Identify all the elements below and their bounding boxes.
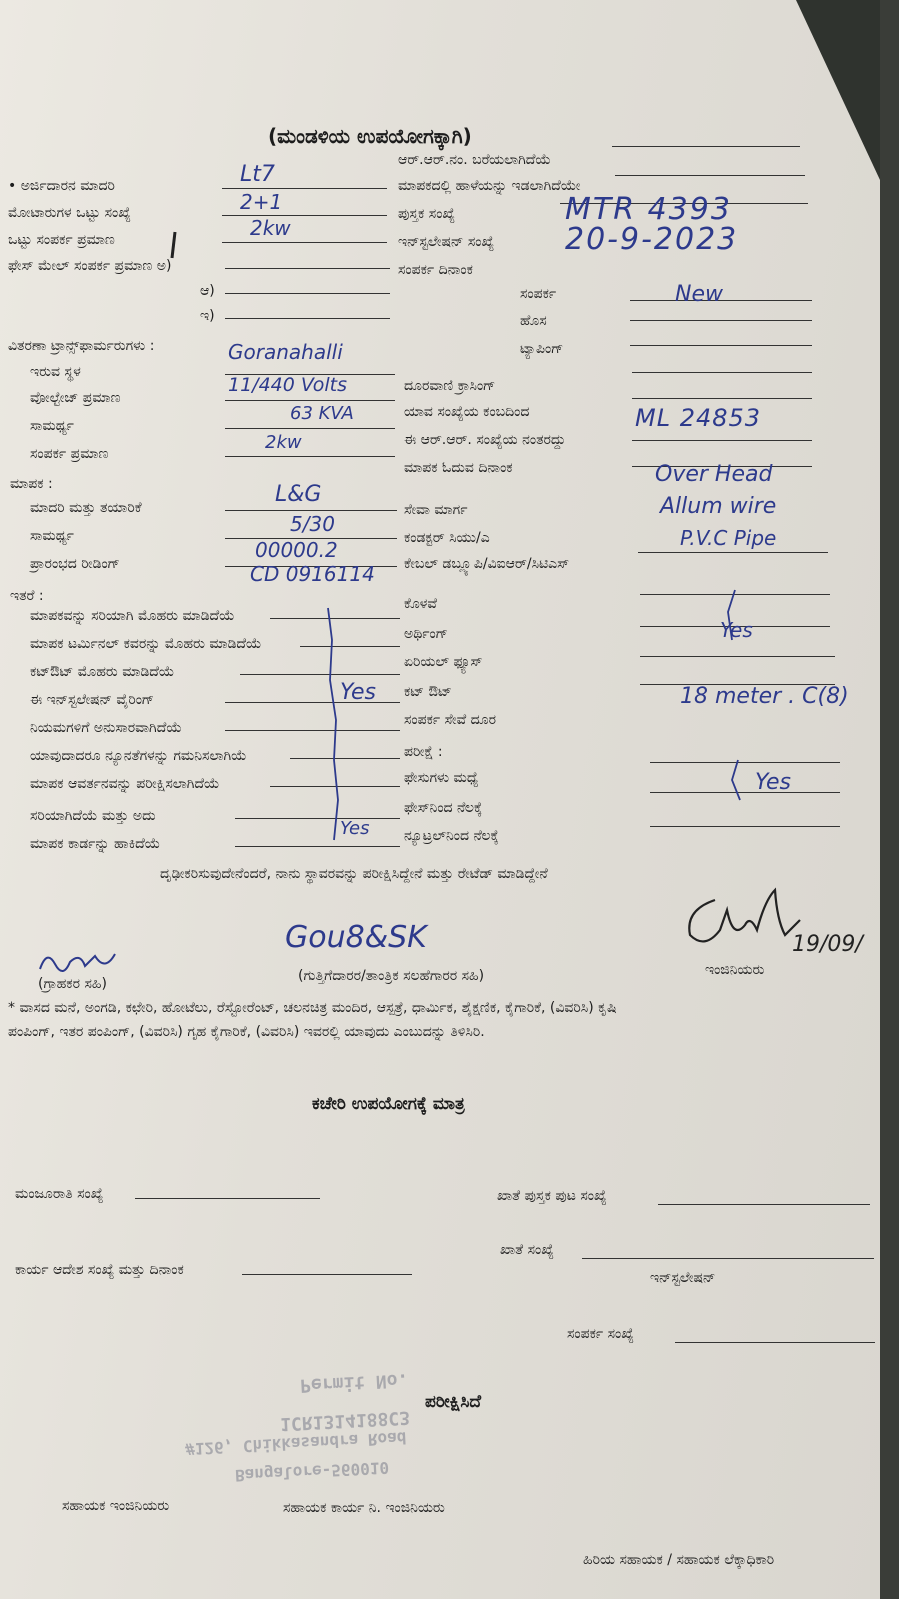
new-label: ಹೊಸ [520,313,547,329]
wiring-label: ಈ ಇನ್‌ಸ್ಟಲೇಷನ್ ವೈರಿಂಗ್ [30,692,155,708]
meter-card-label: ಮಾಪಕ ಕಾರ್ಡನ್ನು ಹಾಕಿದೆಯೆ [30,836,161,852]
applicant-type-label: • ಅರ್ಜಿದಾರನ ಮಾದರಿ [8,178,115,194]
road-crossing-label: ದೂರವಾಣಿ ಕ್ರಾಸಿಂಗ್ [404,378,496,394]
hw-load: 2kw [250,216,291,240]
conduit-label: ಕೊಳವೆ [404,596,437,612]
hw-meter-cap: 5/30 [290,512,335,536]
between-phases-label: ಫೇಸುಗಳು ಮಧ್ಯೆ [404,770,479,786]
cutout-label: ಕಟ್ ಔಟ್ [404,684,452,700]
sanction-no-line [135,1198,320,1199]
location-label: ಇರುವ ಸ್ಥಳ [30,364,81,380]
hw-location: Goranahalli [228,340,343,364]
cutout-seal-label: ಕಟ್‌ಔಟ್ ಮೊಹರು ಮಾಡಿದೆಯೆ [30,664,175,680]
hw-make: L&G [275,482,322,507]
hw-kva: 63 KVA [290,403,354,424]
footnote-line-2: ಪಂಪಿಂಗ್, ಇತರ ಪಂಪಿಂಗ್, (ವಿವರಿಸಿ) ಗೃಹ ಕೈಗಾರಿಕೆ, (ವಿವರಿಸಿ) ಇವರಲ್ಲಿ ಯಾವುದು ಎಂಬುದನ್ನು ತಿಳಿಸಿರಿ. [8,1024,485,1040]
conn-date-label: ಸಂಪರ್ಕ ದಿನಾಂಕ [398,262,473,278]
hw-voltage: 11/440 Volts [228,374,348,396]
work-order-line [242,1274,412,1275]
conn-no-label: ಸಂಪರ್ಕ ಸಂಖ್ಯೆ [567,1326,634,1342]
hw-yes-test: Yes [755,770,792,795]
hw-reading: 00000.2 [255,538,338,562]
after-rr-label: ಈ ಆರ್.ಆರ್. ಸಂಖ್ಯೆಯ ನಂತರದ್ದು [404,432,566,448]
office-use-heading: ಕಚೇರಿ ಉಪಯೋಗಕ್ಕೆ ಮಾತ್ರ [312,1094,465,1114]
account-no-label: ಖಾತೆ ಸಂಖ್ಯೆ [500,1242,554,1258]
hw-yes-earthing: Yes [720,618,753,642]
conductor-label: ಕಂಡಕ್ಟರ್ ಸಿಯು/ಎ [404,530,490,546]
declaration-text: ದೃಢೀಕರಿಸುವುದೇನೆಂದರೆ, ನಾನು ಸ್ಥಾವರವನ್ನು ಪರೀಕ್ಷಿಸಿದ್ದೇನೆ ಮತ್ತು ರೇಟೆಡ್ ಮಾಡಿದ್ದೇನೆ [160,866,548,882]
transformer-section-label: ವಿತರಣಾ ಟ್ರಾನ್ಸ್‌ಫಾರ್ಮರುಗಳು : [8,338,155,354]
voltage-label: ವೋಲ್ಟೇಜ್ ಪ್ರಮಾಣ [30,390,121,406]
others-section-label: ಇತರೆ : [10,588,44,604]
assistant-engineer-label: ಸಹಾಯಕ ಇಂಜಿನಿಯರು [62,1498,170,1514]
account-no-line [582,1258,874,1259]
hw-yes-card: Yes [340,818,370,839]
book-no-label: ಪುಸ್ತಕ ಸಂಖ್ಯೆ [398,206,456,222]
stamp-address: #126, Chikkasandra Road [184,1428,407,1459]
phase-b-label: ಆ) [200,283,215,299]
make-label: ಮಾದರಿ ಮತ್ತು ತಯಾರಿಕೆ [30,500,142,516]
neutral-earth-label: ನ್ಯೂಟ್ರಲ್‌ನಿಂದ ನೆಲಕ್ಕೆ [404,828,499,844]
contractor-signature-label: (ಗುತ್ತಿಗೆದಾರರ/ತಾಂತ್ರಿಕ ಸಲಹೆಗಾರರ ಸಹಿ) [298,968,485,984]
form-heading: (ಮಂಡಳಿಯ ಉಪಯೋಗಕ್ಕಾಗಿ) [268,124,472,148]
aerial-fuse-label: ಏರಿಯಲ್ ಫ್ಯೂಸ್ [404,654,483,670]
meter-capacity-label: ಸಾಮರ್ಥ್ಯ [30,528,74,544]
motors-total-label: ಮೋಟಾರುಗಳ ಒಟ್ಟು ಸಂಖ್ಯೆ [8,205,131,221]
rules-label: ನಿಯಮಗಳಿಗೆ ಅನುಸಾರವಾಗಿದೆಯೆ [30,720,182,736]
tapping-label: ಟ್ಯಾಪಿಂಗ್ [520,341,564,357]
footnote-line-1: * ವಾಸದ ಮನೆ, ಅಂಗಡಿ, ಕಛೇರಿ, ಹೋಟೆಲು, ರೆಸ್ಟೋರೆಂಟ್, ಚಲನಚಿತ್ರ ಮಂದಿರ, ಆಸ್ಪತ್ರೆ, ಧಾರ್ಮಿಕ, ಶೈಕ್ಷಣಿಕ, ಕೈಗಾರಿಕೆ, (ವಿವರಿಸಿ) ಕೃಷಿ [8,1000,617,1016]
connection-label: ಸಂಪರ್ಕ [520,286,557,302]
hw-engineer-date: 19/09/ [792,932,863,957]
hw-category: Lt7 [240,162,275,187]
pole-from-label: ಯಾವ ಸಂಖ್ಯೆಯ ಕಂಬದಿಂದ [404,404,530,420]
terminal-cover-label: ಮಾಪಕ ಟರ್ಮಿನಲ್ ಕವರನ್ನು ಮೊಹರು ಮಾಡಿದೆಯೆ [30,636,262,652]
hw-new: New [675,282,723,307]
correct-label: ಸರಿಯಾಗಿದೆಯೆ ಮತ್ತು ಅದು [30,808,156,824]
earthing-label: ಅರ್ಥಿಂಗ್ [404,626,448,642]
rr-no-label: ಆರ್.ಆರ್.ನಂ. ಬರೆಯಲಾಗಿದೆಯೆ [398,152,551,168]
phase-c-label: ಇ) [200,308,215,324]
hw-yes-wiring: Yes [340,680,377,705]
install-no-label: ಇನ್‌ಸ್ಟಲೇಷನ್ ಸಂಖ್ಯೆ [398,234,495,250]
reading-date-label: ಮಾಪಕ ಓದುವ ದಿನಾಂಕ [404,460,513,476]
ledger-page-label: ಖಾತೆ ಪುಸ್ತಕ ಪುಟ ಸಂಖ್ಯೆ [497,1188,607,1204]
assistant-exec-engineer-label: ಸಹಾಯಕ ಕಾರ್ಯ ನಿ. ಇಂಜಿನಿಯರು [283,1500,445,1516]
check-seal-label: ಮಾಪಕವನ್ನು ಸರಿಯಾಗಿ ಮೊಹರು ಮಾಡಿದೆಯೆ [30,608,235,624]
engineer-signature [675,880,805,960]
checked-stamp: ಪರೀಕ್ಷಿಸಿದೆ [425,1392,482,1412]
defects-label: ಯಾವುದಾದರೂ ನ್ಯೂನತೆಗಳನ್ನು ಗಮನಿಸಲಾಗಿಯೆ [30,748,247,764]
contractor-signature: Gou8&SK [285,920,427,955]
meter-section-label: ಮಾಪಕ : [10,476,53,492]
stamp-city: Bangalore-560010 [234,1457,390,1486]
frequency-label: ಮಾಪಕ ಆವರ್ತನವನ್ನು ಪರೀಕ್ಷಿಸಲಾಗಿದೆಯೆ [30,776,220,792]
service-length-label: ಸಂಪರ್ಕ ಸೇವೆ ದೂರ [404,712,497,728]
capacity-label: ಸಾಮರ್ಥ್ಯ [30,418,74,434]
hw-cable: P.V.C Pipe [680,526,777,550]
installation-label: ಇನ್‌ಸ್ಟಲೇಷನ್ [650,1270,716,1286]
test-label: ಪರೀಕ್ಷೆ : [404,744,443,760]
phase-load-label: ಫೇಸ್ ಮೇಲ್ ಸಂಪರ್ಕ ಪ್ರಮಾಣ ಅ) [8,258,172,274]
conn-load-label: ಸಂಪರ್ಕ ಪ್ರಮಾಣ [30,446,109,462]
hw-service-route: Over Head [655,462,773,487]
hw-conductor: Allum wire [660,494,777,519]
stamp-permit: Permit No. [299,1369,409,1396]
ledger-page-line [658,1204,870,1205]
initial-reading-label: ಪ್ರಾರಂಭದ ರೀಡಿಂಗ್ [30,556,120,572]
hw-after-rr: ML 24853 [635,404,762,432]
cable-label: ಕೇಬಲ್ ಡಬ್ಲ್ಯೂಪಿ/ವಿಐಆರ್/ಸಿಟಿಎಸ್ [404,556,570,572]
service-route-label: ಸೇವಾ ಮಾರ್ಗ [404,502,468,518]
consumer-signature-label: (ಗ್ರಾಹಕರ ಸಹಿ) [38,976,107,992]
hw-conn-kw: 2kw [265,432,302,453]
total-load-label: ಒಟ್ಟು ಸಂಪರ್ಕ ಪ್ರಮಾಣ [8,232,115,248]
work-order-label: ಕಾರ್ಯ ಆದೇಶ ಸಂಖ್ಯೆ ಮತ್ತು ದಿನಾಂಕ [15,1262,184,1278]
phase-earth-label: ಫೇಸ್‌ನಿಂದ ನೆಲಕ್ಕೆ [404,800,483,816]
consumer-signature [35,944,135,980]
hw-service-length: 18 meter . C(8) [680,684,849,709]
stamp-number: 1CR1314188C3 [279,1406,411,1435]
hw-install-no: MTR 4393 [565,192,732,227]
hw-serial: CD 0916114 [250,562,375,586]
hw-conn-date: 20-9-2023 [565,222,739,257]
meter-board-label: ಮಾಪಕದಲ್ಲಿ ಹಾಳೆಯನ್ನು ಇಡಲಾಗಿದೆಯೇ [398,178,581,194]
hw-motors: 2+1 [240,190,283,214]
conn-no-line [675,1342,875,1343]
sanction-no-label: ಮಂಜೂರಾತಿ ಸಂಖ್ಯೆ [15,1186,104,1202]
accounts-officer-label: ಹಿರಿಯ ಸಹಾಯಕ / ಸಹಾಯಕ ಲೆಕ್ಕಾಧಿಕಾರಿ [583,1552,775,1568]
engineer-signature-label: ಇಂಜಿನಿಯರು [705,962,765,978]
